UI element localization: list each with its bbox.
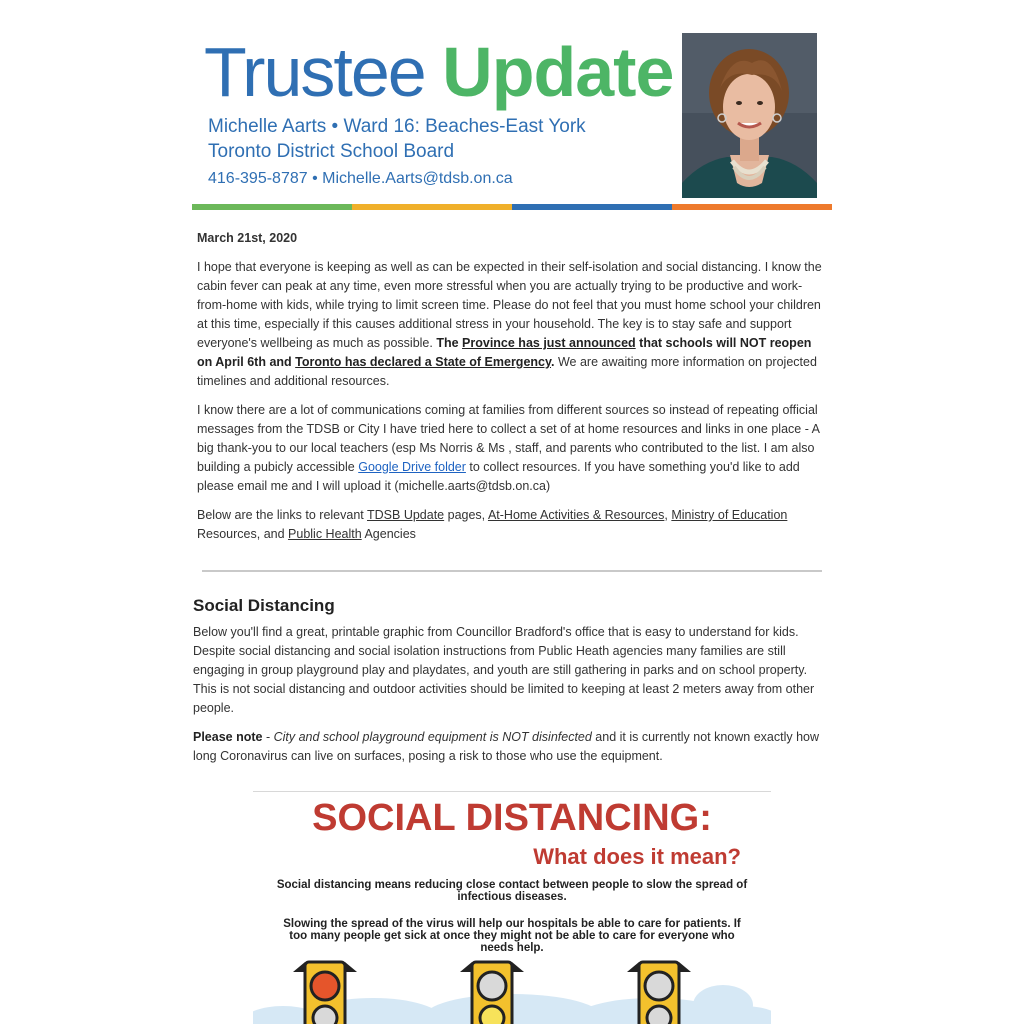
intro-p3-mid1: pages, (444, 508, 488, 522)
tdsb-update-link[interactable]: TDSB Update (367, 508, 445, 522)
social-distancing-section (193, 595, 833, 776)
intro-p2-tail: to collect resources. If you have something you'd like to add please email me and I will upload it (michelle.aarts@tdsb.on.ca) (197, 460, 800, 493)
trustee-portrait (682, 33, 817, 198)
state-of-emergency-link[interactable]: Toronto has declared a State of Emergency (295, 355, 552, 369)
stripe-orange (672, 204, 832, 210)
intro-p1-bold-the: The (436, 336, 463, 350)
intro-paragraph-1 (197, 258, 829, 391)
title-update: Update (442, 33, 674, 111)
at-home-activities-link[interactable]: At-Home Activities & Resources (487, 508, 665, 522)
section-divider (202, 570, 822, 572)
google-drive-folder-link[interactable]: Google Drive folder (358, 460, 466, 474)
playground-note (193, 728, 833, 766)
poster-border (253, 791, 771, 792)
intro-p2-text: I know there are a lot of communications coming at families from different sources so instead of repeating official messages from the TDSB or City I have tried here to collect a set of at home resources and links in one place - A big thank-you to our local teachers (esp Ms Norris & Ms , staff, and parents who contributed to the list. I am also building a pubicly accessible (197, 403, 820, 474)
intro-p3-lead: Below are the links to relevant (197, 508, 368, 522)
social-distancing-poster (253, 790, 771, 1024)
poster-title: SOCIAL DISTANCING: (312, 797, 712, 839)
social-distancing-heading: Social Distancing (193, 596, 335, 615)
intro-p1-bold-end: . (551, 355, 555, 369)
contact-info: 416-395-8787 • Michelle.Aarts@tdsb.on.ca (208, 170, 513, 187)
social-distancing-paragraph: Below you'll find a great, printable graphic from Councillor Bradford's office that is easy to understand for kids. Despite social distancing and social isolation instructions from Public Heath agencies many families are still engaging in group playground play and playdates, and youth are still gathering in parks and on school property. This is not social distancing and outdoor activities should be limited to keeping at least 2 meters away from other people. (193, 625, 815, 715)
intro-p1-tail: We are awaiting more information on projected timelines and additional resources. (197, 355, 817, 388)
note-label: Please note (193, 730, 263, 744)
note-tail: and it is currently not known exactly how long Coronavirus can live on surfaces, posing a risk to those who use the equipment. (193, 730, 820, 763)
intro-section (197, 229, 829, 554)
header-banner (192, 28, 832, 212)
school-board-name: Toronto District School Board (208, 141, 455, 162)
poster-subtitle: What does it mean? (533, 844, 741, 869)
ministry-of-education-link[interactable]: Ministry of Education (671, 508, 788, 522)
intro-p1-bold-mid: that schools will NOT reopen on April 6th and (197, 336, 812, 369)
stripe-green (192, 204, 352, 210)
poster-hospital-text: Slowing the spread of the virus will help our hospitals be able to care for patients. If too many people get sick at once they might not be able to care for everyone who needs help. (283, 918, 741, 954)
intro-p1-text: I hope that everyone is keeping as well as can be expected in their self-isolation and social distancing. I know the cabin fever can peak at any time, even more stressful when you are actually trying to be productive and work-from-home with kids, while trying to limit screen time. Please do not feel that you must home school your children at this time, especially if this causes additional stress in your household. The key is to stay safe and support everyone's wellbeing as much as possible. (197, 260, 822, 350)
newsletter-title (204, 32, 673, 112)
trustee-name-ward: Michelle Aarts • Ward 16: Beaches-East York (208, 116, 586, 137)
intro-p3-tail: Agencies (361, 527, 416, 541)
note-dash: - (262, 730, 274, 744)
province-announcement-link[interactable]: Province has just announced (462, 336, 636, 350)
intro-paragraph-2 (197, 401, 829, 496)
stripe-yellow (352, 204, 512, 210)
poster-illustration (253, 950, 771, 1024)
poster-definition-text: Social distancing means reducing close contact between people to slow the spread of infectious diseases. (276, 879, 748, 903)
intro-paragraph-3 (197, 506, 829, 544)
intro-p3-mid2: , (664, 508, 672, 522)
issue-date: March 21st, 2020 (197, 231, 298, 245)
header-color-stripe (192, 204, 832, 210)
stripe-blue (512, 204, 672, 210)
public-health-link[interactable]: Public Health (288, 527, 362, 541)
note-italic: City and school playground equipment is NOT disinfected (273, 730, 592, 744)
intro-p3-mid3: Resources, and (197, 527, 289, 541)
title-trustee: Trustee (204, 33, 425, 111)
